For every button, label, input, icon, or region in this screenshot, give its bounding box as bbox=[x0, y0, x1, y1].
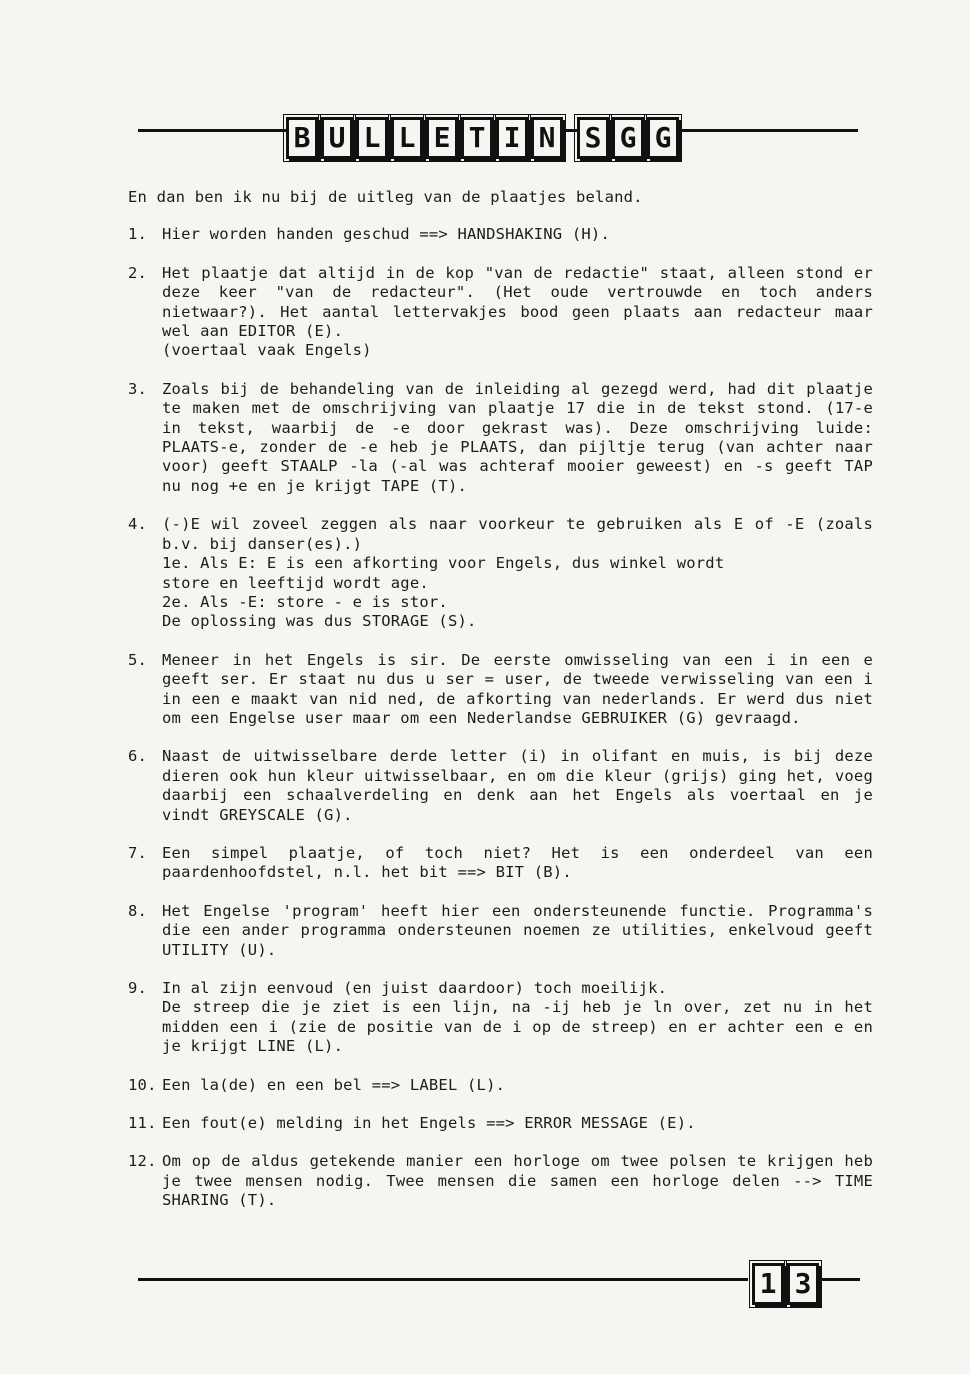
item-text: Een la(de) en een bel ==> LABEL (L). bbox=[162, 1075, 506, 1094]
page-digit: 1 bbox=[752, 1263, 784, 1305]
item-text: Naast de uitwisselbare derde letter (i) in olifant en muis, is bij deze dieren ook hun kleur uitwisselbaar, en om die kleur (grijs) ging het, voeg daarbij een schaalverdeling en denk aan het Engels als voertaal en je vindt GREYSCALE (G). bbox=[162, 747, 873, 824]
list-item bbox=[128, 1076, 873, 1095]
footer-rule-end bbox=[820, 1278, 860, 1281]
item-text: Het plaatje dat altijd in de kop "van de redactie" staat, alleen stond er deze keer "van de redacteur". (Het oude vertrouwde en toch anders nietwaar?). Het aantal lettervakjes bood geen plaats aan redacteur maar wel aan EDITOR (E). (voertaal vaak Engels) bbox=[162, 263, 873, 360]
item-text: (-)E wil zoveel zeggen als naar voorkeur te gebruiken als E of -E (zoals b.v. bij danser(es).) 1e. Als E: E is een afkorting voor Engels, dus winkel wordt store en leeftijd wordt age. 2e. Als -E: store - e is stor. De oplossing was dus STORAGE (S). bbox=[162, 515, 873, 631]
title-letter: E bbox=[426, 117, 458, 159]
item-number: 11. bbox=[128, 1114, 157, 1133]
title-letter: T bbox=[461, 117, 493, 159]
issue-letter: G bbox=[612, 117, 644, 159]
item-number: 3. bbox=[128, 379, 148, 398]
title-letter: N bbox=[531, 117, 563, 159]
item-text: Hier worden handen geschud ==> HANDSHAKING (H). bbox=[162, 225, 610, 244]
item-text: Een fout(e) melding in het Engels ==> ERROR MESSAGE (E). bbox=[162, 1114, 696, 1133]
list-item bbox=[128, 1114, 873, 1133]
issue-letter: G bbox=[647, 117, 679, 159]
title-letter: U bbox=[321, 117, 353, 159]
list-item bbox=[128, 515, 873, 631]
list-item bbox=[128, 902, 873, 960]
list-item bbox=[128, 225, 873, 244]
footer-rule bbox=[138, 1278, 748, 1281]
issue-title bbox=[577, 117, 679, 159]
list-item bbox=[128, 844, 873, 883]
item-number: 9. bbox=[128, 979, 148, 997]
list-item bbox=[128, 1152, 873, 1210]
page-digit: 3 bbox=[787, 1263, 819, 1305]
item-text: Een simpel plaatje, of toch niet? Het is een onderdeel van een paardenhoofdstel, n.l. het bit ==> BIT (B). bbox=[162, 843, 873, 882]
item-text: In al zijn eenvoud (en juist daardoor) toch moeilijk. De streep die je ziet is een lijn, na -ij heb je ln over, zet nu in het midden een i (zie de positie van de i op de streep) en er achter een e en je krijgt LINE (L). bbox=[162, 979, 873, 1056]
title-letter: B bbox=[286, 117, 318, 159]
item-text: Zoals bij de behandeling van de inleiding al gezegd werd, had dit plaatje te maken met de omschrijving van plaatje 17 die in de tekst stond. (17-e in tekst, waarbij de -e door gekrast was). Deze omschrijving luide: PLAATS-e, zonder de -e heb je PLAATS, dan pijltje terug (van achter naar voor) geeft STAALP -la (-al was achteraf mooier geweest) en -s geeft TAP nu nog +e en je krijgt TAPE (T). bbox=[162, 379, 873, 495]
item-number: 7. bbox=[128, 843, 148, 862]
item-number: 4. bbox=[128, 515, 148, 534]
list-item bbox=[128, 747, 873, 825]
list-item bbox=[128, 979, 873, 1057]
list-item bbox=[128, 380, 873, 496]
item-number: 12. bbox=[128, 1152, 157, 1171]
article-body bbox=[128, 188, 873, 1230]
item-number: 1. bbox=[128, 225, 148, 244]
item-number: 10. bbox=[128, 1075, 157, 1094]
issue-letter: S bbox=[577, 117, 609, 159]
title-letter: L bbox=[391, 117, 423, 159]
list-item bbox=[128, 651, 873, 729]
intro-paragraph: En dan ben ik nu bij de uitleg van de plaatjes beland. bbox=[128, 188, 643, 206]
item-number: 2. bbox=[128, 263, 148, 282]
list-item bbox=[128, 264, 873, 361]
bulletin-title bbox=[286, 117, 563, 159]
title-letter: I bbox=[496, 117, 528, 159]
title-letter: L bbox=[356, 117, 388, 159]
item-number: 5. bbox=[128, 650, 148, 669]
item-number: 6. bbox=[128, 747, 148, 766]
item-number: 8. bbox=[128, 901, 148, 920]
item-text: Het Engelse 'program' heeft hier een ondersteunende functie. Programma's die een ander programma ondersteunen noemen ze utilities, enkelvoud geeft UTILITY (U). bbox=[162, 901, 873, 959]
item-text: Meneer in het Engels is sir. De eerste omwisseling van een i in een e geeft ser. Er staat nu dus u ser = user, de tweede verwisseling van een i in een e maakt van nid ned, de afkorting van nederlands. Er werd dus niet om een Engelse user maar om een Nederlandse GEBRUIKER (G) gevraagd. bbox=[162, 650, 873, 727]
item-text: Om op de aldus getekende manier een horloge om twee polsen te krijgen heb je twee mensen nodig. Twee mensen die samen een horloge delen --> TIME SHARING (T). bbox=[162, 1152, 873, 1210]
page-number bbox=[752, 1263, 819, 1305]
